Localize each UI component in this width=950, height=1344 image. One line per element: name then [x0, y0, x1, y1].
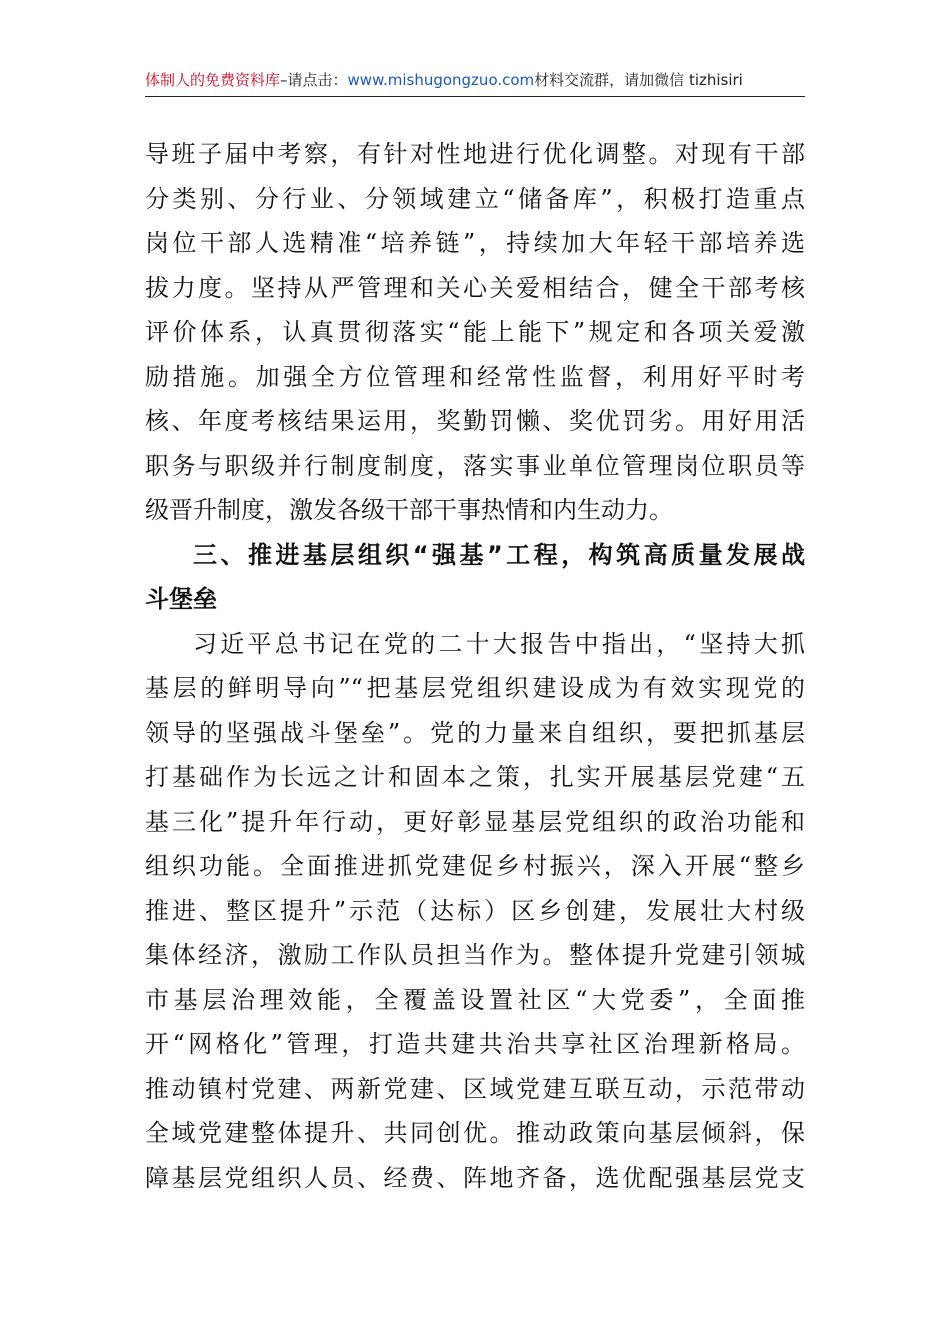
header-site-link[interactable]: www.mishugongzuo.com — [347, 71, 535, 89]
body-line: 推动镇村党建、两新党建、区域党建互联互动，示范带动 — [145, 1074, 805, 1103]
section-heading: 三、推进基层组织“强基”工程，构筑高质量发展战 — [193, 540, 805, 569]
body-line: 开“网格化”管理，打造共建共治共享社区治理新格局。 — [145, 1030, 805, 1058]
body-line: 组织功能。全面推进抓党建促乡村振兴，深入开展“整乡 — [145, 852, 805, 880]
section-heading-cont: 斗堡垒 — [145, 585, 217, 613]
body-line: 励措施。加强全方位管理和经常性监督，利用好平时考 — [145, 362, 805, 391]
header-brand: 体制人的免费资料库 — [145, 71, 281, 89]
document-body — [145, 132, 805, 1200]
body-line: 核、年度考核结果运用，奖勤罚懒、奖优罚劣。用好用活 — [145, 407, 805, 435]
page-header — [145, 66, 805, 97]
body-line: 分类别、分行业、分领域建立“储备库”，积极打造重点 — [145, 184, 805, 213]
body-line: 岗位干部人选精准“培养链”，持续加大年轻干部培养选 — [145, 229, 805, 257]
body-line: 习近平总书记在党的二十大报告中指出，“坚持大抓 — [193, 629, 805, 658]
body-line: 基层的鲜明导向”“把基层党组织建设成为有效实现党的 — [145, 674, 805, 702]
body-line: 基三化”提升年行动，更好彰显基层党组织的政治功能和 — [145, 807, 805, 836]
body-line: 障基层党组织人员、经费、阵地齐备，选优配强基层党支 — [145, 1163, 805, 1192]
body-line: 拔力度。坚持从严管理和关心关爱相结合，健全干部考核 — [145, 273, 805, 302]
body-line: 打基础作为长远之计和固本之策，扎实开展基层党建“五 — [145, 763, 805, 791]
body-line: 导班子届中考察，有针对性地进行优化调整。对现有干部 — [145, 140, 805, 168]
body-line: 领导的坚强战斗堡垒”。党的力量来自组织，要把抓基层 — [145, 718, 805, 747]
header-link-prefix: –请点击： — [280, 71, 348, 89]
body-line: 推进、整区提升”示范（达标）区乡创建，发展壮大村级 — [145, 896, 805, 925]
body-line: 全域党建整体提升、共同创优。推动政策向基层倾斜，保 — [145, 1119, 805, 1147]
body-line: 评价体系，认真贯彻落实“能上能下”规定和各项关爱激 — [145, 318, 805, 346]
body-line: 职务与职级并行制度制度，落实事业单位管理岗位职员等 — [145, 451, 805, 480]
body-line: 集体经济，激励工作队员担当作为。整体提升党建引领城 — [145, 941, 805, 969]
body-line: 级晋升制度，激发各级干部干事热情和内生动力。 — [145, 496, 673, 524]
header-contact: 材料交流群，请加微信 tizhisiri — [534, 71, 743, 89]
body-line: 市基层治理效能，全覆盖设置社区“大党委”，全面推 — [145, 985, 805, 1014]
